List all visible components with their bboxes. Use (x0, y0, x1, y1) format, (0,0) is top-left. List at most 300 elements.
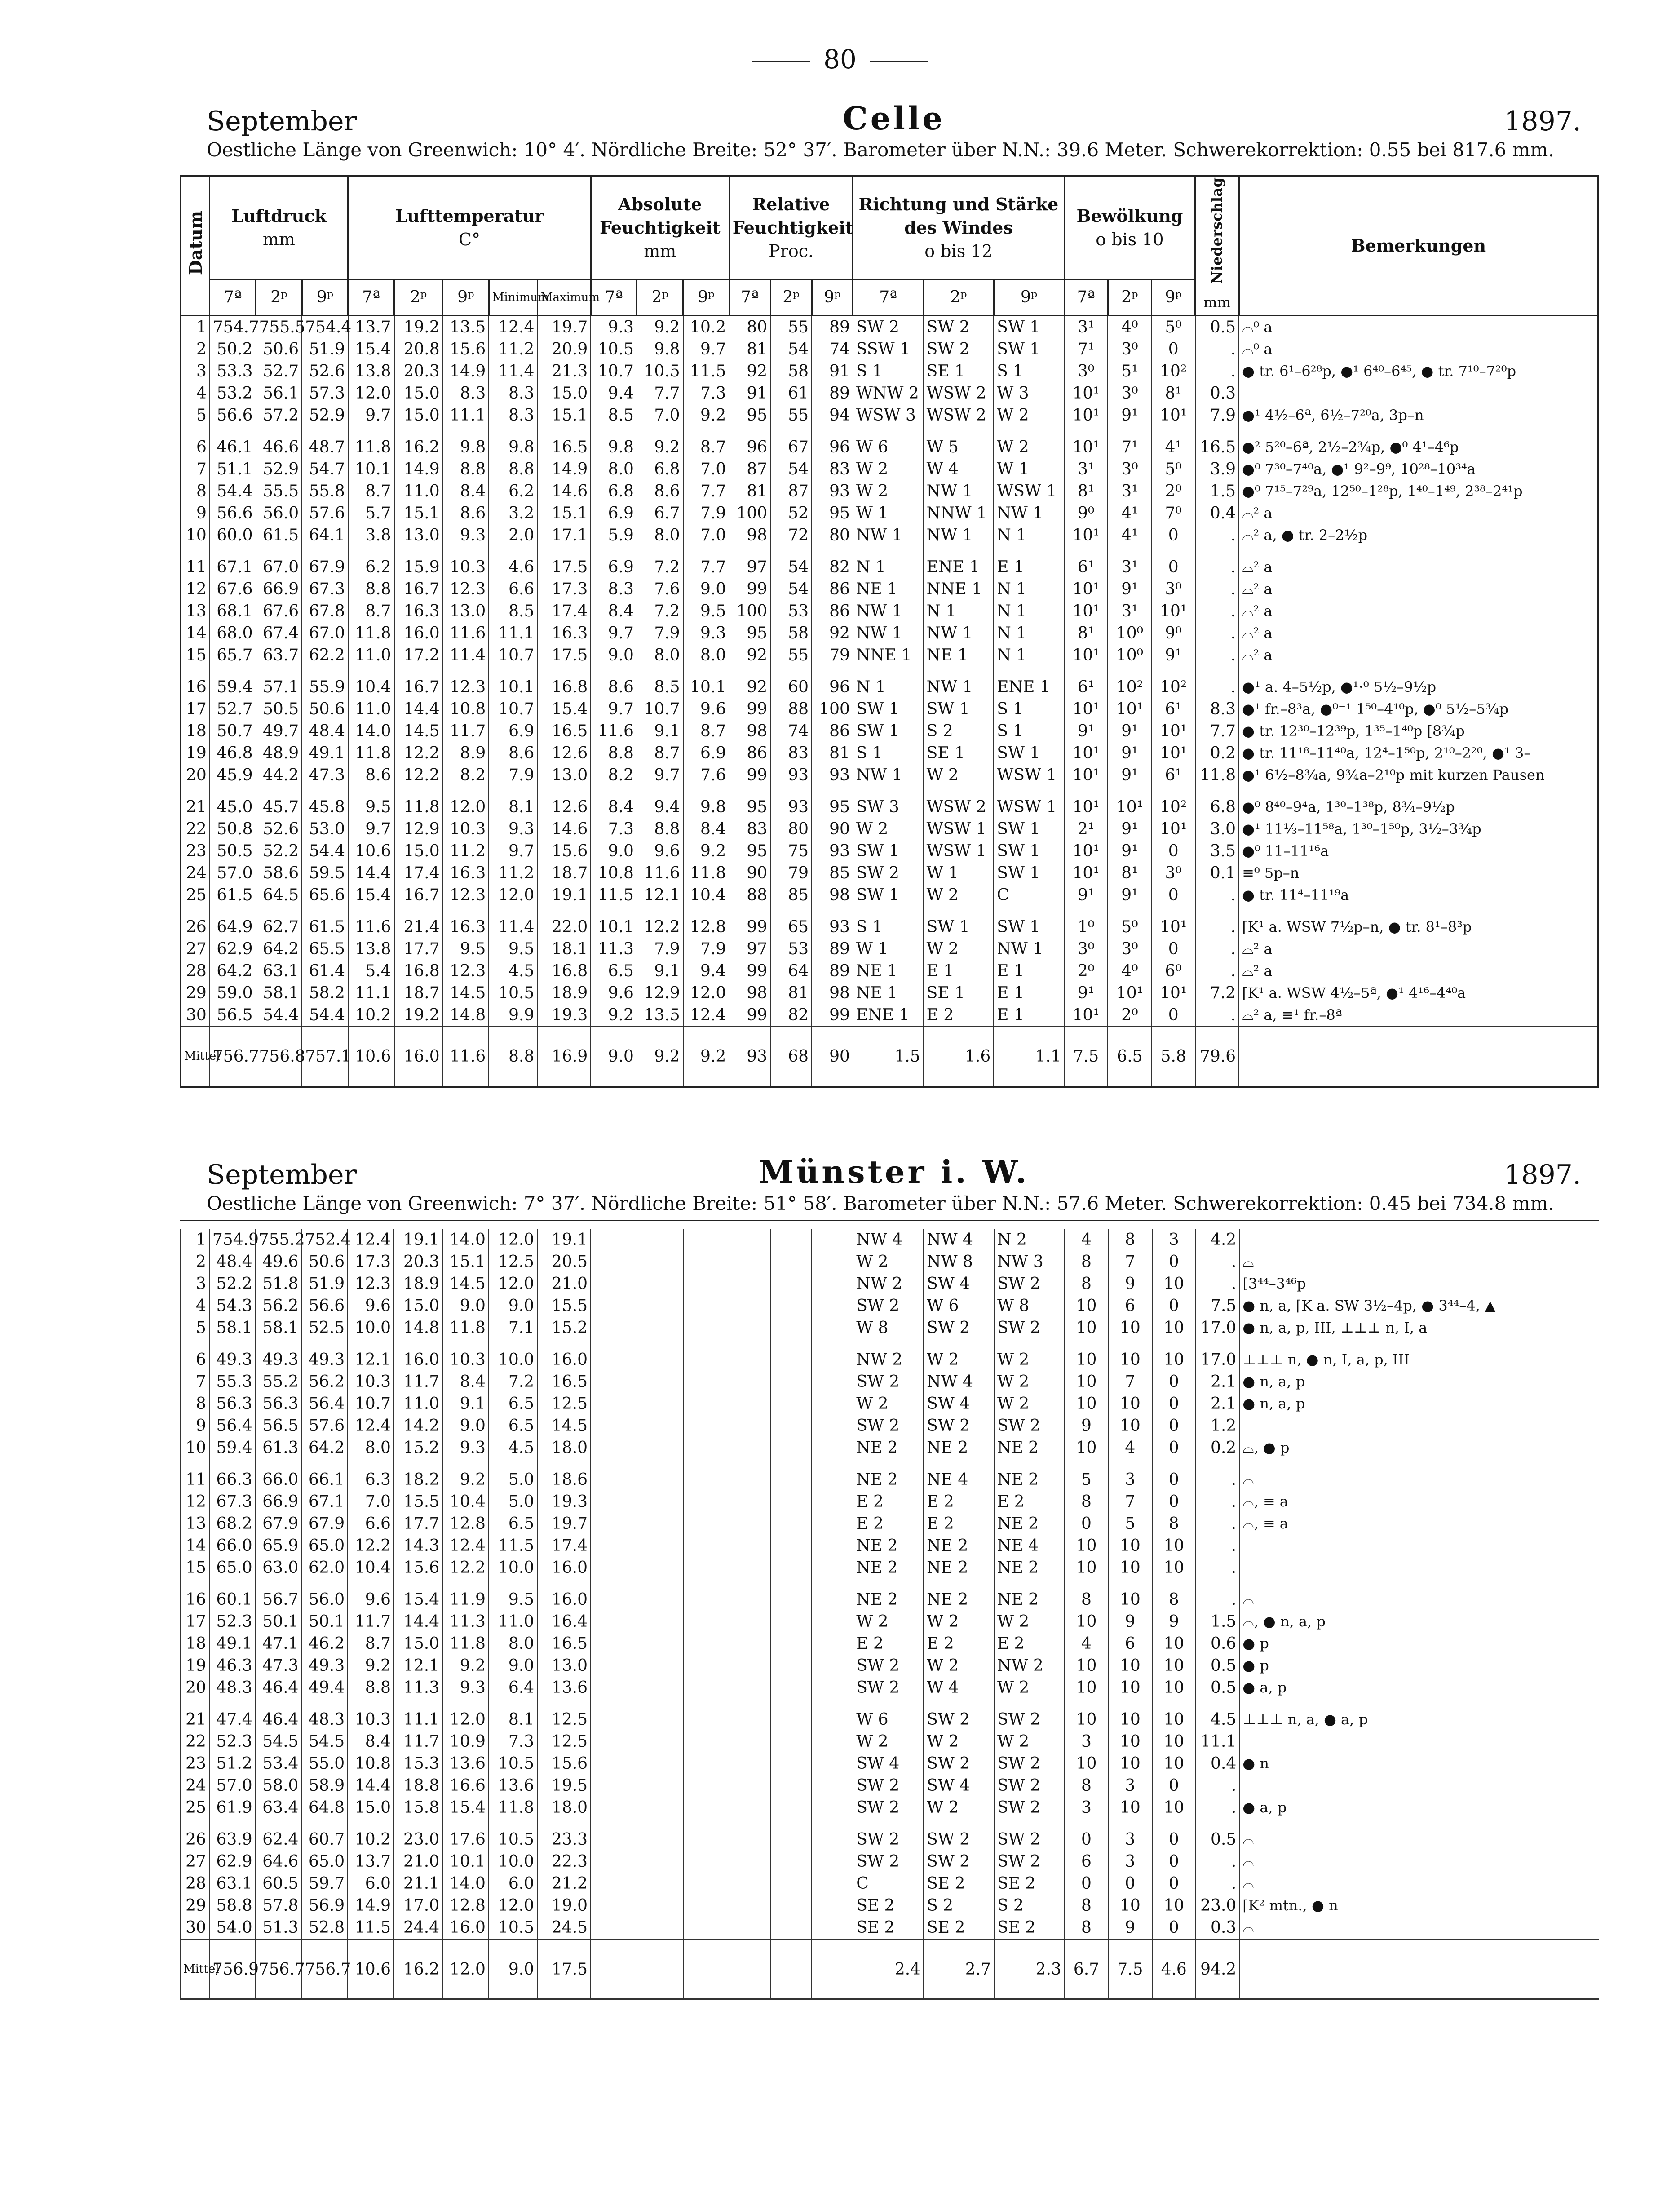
table-cell: 4.2 (1196, 1229, 1239, 1251)
table-cell: 9.3 (443, 524, 489, 546)
table-cell (770, 1753, 812, 1775)
table-cell: 8 (1065, 1491, 1108, 1513)
table-cell: 10 (1152, 1797, 1196, 1819)
table-cell: 53 (770, 600, 812, 622)
table-cell: W 2 (853, 818, 924, 840)
table-cell: 15.9 (394, 556, 443, 578)
mittel-cell: 16.0 (394, 1027, 443, 1087)
table-cell: NW 1 (853, 524, 924, 546)
table-cell: 7.1 (489, 1317, 537, 1339)
table-cell (637, 1317, 683, 1339)
table-cell (1239, 1557, 1599, 1579)
table-cell: ⌓ (1239, 1469, 1599, 1491)
table-cell: 54.5 (301, 1731, 348, 1753)
table-cell: 8.7 (348, 480, 394, 502)
table-cell: 3 (1108, 1829, 1152, 1851)
table-cell: 3.2 (489, 502, 537, 524)
table-cell (729, 1273, 770, 1295)
table-cell: 99 (729, 916, 770, 938)
table-cell: W 2 (853, 1611, 924, 1633)
table-cell: . (1195, 578, 1239, 600)
table-row (181, 982, 1598, 1004)
table-cell: 13.6 (537, 1677, 591, 1699)
table-cell: 12.5 (537, 1731, 591, 1753)
table-cell: 10.6 (348, 840, 394, 862)
table-cell: 4 (1065, 1229, 1108, 1251)
table-cell: 51.3 (256, 1917, 302, 1940)
table-cell: 16.0 (537, 1557, 591, 1579)
table-cell: 10⁰ (1108, 622, 1151, 644)
table-cell: 0 (1152, 1775, 1196, 1797)
table-cell: 8 (1065, 1589, 1108, 1611)
table-cell: 52 (770, 502, 812, 524)
table-cell: 52.9 (256, 458, 302, 480)
table-cell: N 1 (853, 676, 924, 698)
table-cell (729, 1469, 770, 1491)
table-cell: 13.8 (348, 938, 394, 960)
table-cell: NW 8 (924, 1251, 994, 1273)
table-cell: 57.8 (256, 1895, 302, 1917)
mittel-cell (812, 1940, 853, 1999)
table-cell (683, 1415, 729, 1437)
table-cell (591, 1415, 637, 1437)
table-cell: 92 (729, 644, 770, 666)
table-cell: 10¹ (1064, 742, 1108, 764)
table-cell (729, 1709, 770, 1731)
table-cell: 10 (1108, 1349, 1152, 1371)
table-cell: 90 (729, 862, 770, 884)
table-cell: 89 (812, 382, 853, 404)
table-cell: 10 (1065, 1437, 1108, 1459)
table-cell: 9.3 (442, 1677, 489, 1699)
table-cell: 45.7 (256, 796, 302, 818)
table-cell: 0 (1152, 884, 1195, 906)
table-cell: 49.3 (301, 1655, 348, 1677)
table-cell: 11.2 (489, 862, 537, 884)
table-cell (812, 1415, 853, 1437)
table-cell: 12 (180, 1491, 209, 1513)
table-cell: 10.7 (489, 698, 537, 720)
table-cell: SW 2 (853, 1655, 924, 1677)
table-cell: 7.6 (683, 764, 729, 786)
table-cell: SE 2 (924, 1917, 994, 1940)
table-cell: ●² 5²⁰–6ª, 2½–2¾p, ●⁰ 4¹–4⁶p (1239, 436, 1598, 458)
table-cell: 65.9 (256, 1535, 302, 1557)
table-cell: 8.0 (348, 1437, 394, 1459)
table-cell: 92 (812, 622, 853, 644)
table-cell (812, 1251, 853, 1273)
table-cell: 98 (812, 982, 853, 1004)
mittel-cell: 12.0 (442, 1940, 489, 1999)
table-cell: 16.0 (394, 1349, 442, 1371)
table-cell: 10¹ (1152, 404, 1195, 426)
table-cell: 10.7 (591, 360, 637, 382)
table-row (180, 1513, 1599, 1535)
table-cell: 55.2 (256, 1371, 302, 1393)
table-cell: 9.2 (683, 840, 729, 862)
table-cell: W 2 (853, 458, 924, 480)
celle-table (180, 175, 1599, 1088)
table-cell: 56.3 (256, 1393, 302, 1415)
table-cell: 5 (1108, 1513, 1152, 1535)
table-cell: SW 4 (924, 1775, 994, 1797)
table-cell: 47.3 (256, 1655, 302, 1677)
table-cell: 7.2 (1195, 982, 1239, 1004)
mittel-cell: 79.6 (1195, 1027, 1239, 1087)
table-row (180, 1251, 1599, 1273)
table-cell: 25 (180, 1797, 209, 1819)
table-cell (770, 1295, 812, 1317)
mittel-cell (770, 1940, 812, 1999)
table-cell: 10.3 (348, 1371, 394, 1393)
table-cell: 67.3 (302, 578, 348, 600)
table-cell: 10.1 (683, 676, 729, 698)
table-cell: 0 (1152, 1371, 1196, 1393)
table-cell: 4 (180, 1295, 209, 1317)
table-cell: 1 (181, 315, 210, 338)
table-cell: 53.2 (210, 382, 256, 404)
table-cell: 11.3 (591, 938, 637, 960)
table-cell (729, 1917, 770, 1940)
table-cell: 64.6 (256, 1851, 302, 1873)
table-cell: 13.5 (637, 1004, 683, 1027)
table-cell: NW 3 (994, 1251, 1065, 1273)
table-cell (683, 1557, 729, 1579)
table-cell: ● tr. 12³⁰–12³⁹p, 1³⁵–1⁴⁰p [8¾p (1239, 720, 1598, 742)
table-cell: 100 (729, 600, 770, 622)
table-cell: 9.5 (489, 1589, 537, 1611)
table-cell: NE 4 (994, 1535, 1065, 1557)
table-cell: 93 (812, 480, 853, 502)
table-cell: 10 (1065, 1349, 1108, 1371)
table-cell: 49.3 (209, 1349, 256, 1371)
divider (180, 1220, 1599, 1221)
table-cell: 49.7 (256, 720, 302, 742)
table-cell: 8¹ (1108, 862, 1151, 884)
table-cell: 8 (1065, 1775, 1108, 1797)
table-cell: SE 2 (994, 1873, 1065, 1895)
table-cell: 60.7 (301, 1829, 348, 1851)
station-info: Oestliche Länge von Greenwich: 7° 37′. Nördliche Breite: 51° 58′. Barometer über N.N.: 57.6 Meter. Schwerekorrektion: 0.45 bei 734.8 mm. (207, 1192, 1554, 1214)
table-cell: 11.0 (394, 1393, 442, 1415)
table-cell: 57.0 (209, 1775, 256, 1797)
table-cell: E 2 (994, 1633, 1065, 1655)
table-cell: 0.5 (1195, 315, 1239, 338)
table-cell (591, 1633, 637, 1655)
table-cell: 15.0 (537, 382, 591, 404)
table-cell: 55.5 (256, 480, 302, 502)
table-cell: 3 (1065, 1731, 1108, 1753)
table-cell (637, 1513, 683, 1535)
table-cell: 85 (812, 862, 853, 884)
table-cell: 50.5 (210, 840, 256, 862)
table-cell: 9.3 (489, 818, 537, 840)
table-cell: 12.2 (442, 1557, 489, 1579)
table-cell: ⌓ (1239, 1851, 1599, 1873)
table-cell: SE 2 (994, 1917, 1065, 1940)
table-cell: 10¹ (1108, 698, 1151, 720)
table-cell: W 2 (924, 764, 994, 786)
table-cell: 96 (812, 436, 853, 458)
table-cell: 59.4 (209, 1437, 256, 1459)
table-cell: ⌓, ● p (1239, 1437, 1599, 1459)
table-cell: 10.2 (348, 1829, 394, 1851)
table-cell: ● p (1239, 1633, 1599, 1655)
table-cell: W 1 (853, 502, 924, 524)
table-row (181, 742, 1598, 764)
table-cell: 20.5 (537, 1251, 591, 1273)
table-cell: 49.6 (256, 1251, 302, 1273)
table-cell: SW 2 (994, 1753, 1065, 1775)
table-cell: ⌈K² mtn., ● n (1239, 1895, 1599, 1917)
table-cell: 0 (1152, 524, 1195, 546)
table-cell: 89 (812, 960, 853, 982)
table-row (180, 1633, 1599, 1655)
table-cell: SW 1 (924, 698, 994, 720)
year: 1897. (1504, 1159, 1581, 1191)
table-cell: W 2 (924, 1797, 994, 1819)
table-cell: 4 (1108, 1437, 1152, 1459)
col-luftdruck: Luftdruck mm (210, 176, 348, 279)
table-cell: 47.4 (209, 1709, 256, 1731)
table-row (180, 1895, 1599, 1917)
table-cell: 0 (1152, 1873, 1196, 1895)
table-cell: 79 (812, 644, 853, 666)
table-cell: 54 (770, 556, 812, 578)
table-cell: 9.6 (683, 698, 729, 720)
table-cell: NW 1 (853, 600, 924, 622)
table-cell: 3 (181, 360, 210, 382)
table-cell (729, 1251, 770, 1273)
table-cell: 12.0 (489, 1229, 537, 1251)
table-cell: 9.1 (442, 1393, 489, 1415)
table-cell (637, 1535, 683, 1557)
table-cell: NE 2 (994, 1437, 1065, 1459)
table-row (180, 1535, 1599, 1557)
table-cell (812, 1535, 853, 1557)
table-cell (683, 1491, 729, 1513)
table-cell: SSW 1 (853, 338, 924, 360)
table-cell: 10.4 (348, 1557, 394, 1579)
table-cell: WSW 1 (994, 796, 1064, 818)
table-cell: 50.6 (301, 1251, 348, 1273)
table-cell: 16.0 (537, 1589, 591, 1611)
table-cell: 11 (181, 556, 210, 578)
table-cell (729, 1317, 770, 1339)
table-cell: 9¹ (1108, 764, 1151, 786)
table-cell: 10.7 (489, 644, 537, 666)
table-cell: 12.0 (348, 382, 394, 404)
table-cell: SE 2 (853, 1917, 924, 1940)
row-spacer (180, 1579, 1599, 1589)
table-cell: 5 (180, 1317, 209, 1339)
table-cell: 53.0 (302, 818, 348, 840)
table-cell: 11.7 (394, 1731, 442, 1753)
table-cell: 7.0 (683, 524, 729, 546)
table-cell: 9.8 (443, 436, 489, 458)
table-cell: 18.8 (394, 1775, 442, 1797)
table-cell: 89 (812, 938, 853, 960)
table-cell: 1.5 (1196, 1611, 1239, 1633)
table-cell: 6 (181, 436, 210, 458)
table-cell: 56.1 (256, 382, 302, 404)
table-cell: SW 1 (853, 884, 924, 906)
table-cell: 68.0 (210, 622, 256, 644)
table-cell: . (1196, 1273, 1239, 1295)
table-cell: 50.1 (301, 1611, 348, 1633)
table-cell: SW 3 (853, 796, 924, 818)
table-cell: 11 (180, 1469, 209, 1491)
table-cell: 53 (770, 938, 812, 960)
table-cell (591, 1295, 637, 1317)
table-cell: 58.1 (256, 982, 302, 1004)
table-cell: ● n, a, p (1239, 1393, 1599, 1415)
table-cell: 6¹ (1152, 698, 1195, 720)
table-cell: 8.7 (348, 600, 394, 622)
table-cell: 11.8 (348, 742, 394, 764)
table-cell: 6.8 (591, 480, 637, 502)
table-cell: 16.3 (394, 600, 443, 622)
table-cell: 6.6 (489, 578, 537, 600)
table-cell: 65.0 (301, 1535, 348, 1557)
table-cell (770, 1491, 812, 1513)
table-cell: 15.8 (394, 1797, 442, 1819)
table-cell (683, 1437, 729, 1459)
sub-2p: 2ᵖ (1108, 279, 1151, 315)
table-cell: ⌓² a, ≡¹ fr.–8ª (1239, 1004, 1598, 1027)
table-cell (812, 1273, 853, 1295)
table-cell: 10 (1152, 1753, 1196, 1775)
table-cell (729, 1349, 770, 1371)
table-cell: W 2 (994, 1731, 1065, 1753)
table-cell: 8.6 (443, 502, 489, 524)
table-cell: 11.7 (394, 1371, 442, 1393)
table-cell: 17.6 (442, 1829, 489, 1851)
table-cell: 10.5 (637, 360, 683, 382)
table-cell: 2.0 (489, 524, 537, 546)
table-cell: 18.0 (537, 1437, 591, 1459)
table-cell (729, 1753, 770, 1775)
table-cell: 3 (180, 1273, 209, 1295)
table-cell: SW 2 (994, 1829, 1065, 1851)
table-cell: 0 (1152, 338, 1195, 360)
table-cell (637, 1709, 683, 1731)
table-cell: NE 2 (853, 1589, 924, 1611)
table-cell: NE 2 (924, 1557, 994, 1579)
table-cell: 54.3 (209, 1295, 256, 1317)
table-cell: SW 1 (994, 916, 1064, 938)
table-cell: E 1 (994, 982, 1064, 1004)
table-cell: 15.4 (394, 1589, 442, 1611)
table-cell: 10 (1108, 1655, 1152, 1677)
table-cell: 9.4 (591, 382, 637, 404)
table-cell: 28 (181, 960, 210, 982)
table-cell: 11.6 (637, 862, 683, 884)
table-cell: 7.7 (683, 556, 729, 578)
table-cell: 17.3 (537, 578, 591, 600)
month: September (207, 1159, 357, 1191)
table-cell: 13.7 (348, 315, 394, 338)
table-cell: 8.4 (591, 600, 637, 622)
mittel-cell: 7.5 (1108, 1940, 1152, 1999)
table-cell: 10.2 (348, 1004, 394, 1027)
table-cell: 12 (181, 578, 210, 600)
table-cell: 3⁰ (1108, 382, 1151, 404)
table-row (181, 764, 1598, 786)
table-cell: 11.8 (489, 1797, 537, 1819)
table-cell (591, 1349, 637, 1371)
mittel-cell: 10.6 (348, 1027, 394, 1087)
table-cell: 4.5 (489, 1437, 537, 1459)
table-cell: 45.8 (302, 796, 348, 818)
table-cell: W 5 (924, 436, 994, 458)
table-cell: 49.1 (302, 742, 348, 764)
table-cell: . (1195, 960, 1239, 982)
table-cell: 10 (1108, 1589, 1152, 1611)
table-cell: ⌓² a, ● tr. 2–2½p (1239, 524, 1598, 546)
table-cell: 53.3 (210, 360, 256, 382)
table-cell: WSW 2 (924, 382, 994, 404)
table-cell: 15.2 (537, 1317, 591, 1339)
table-cell: 8.7 (683, 436, 729, 458)
table-cell: NE 1 (853, 578, 924, 600)
table-cell: 56.4 (209, 1415, 256, 1437)
table-cell: 54 (770, 578, 812, 600)
table-cell: 46.3 (209, 1655, 256, 1677)
table-cell: 11.0 (489, 1611, 537, 1633)
table-cell: 7.9 (637, 938, 683, 960)
table-cell: 10¹ (1064, 436, 1108, 458)
table-cell: 26 (181, 916, 210, 938)
table-cell: 67 (770, 436, 812, 458)
table-cell: ⌓⁰ a (1239, 315, 1598, 338)
table-cell: 15.5 (537, 1295, 591, 1317)
table-cell: 7.0 (637, 404, 683, 426)
mittel-cell: 756.9 (209, 1940, 256, 1999)
table-cell: 0.6 (1196, 1633, 1239, 1655)
table-cell (729, 1797, 770, 1819)
table-cell: SW 2 (853, 1829, 924, 1851)
table-cell: 48.4 (302, 720, 348, 742)
table-cell: 8.8 (348, 1677, 394, 1699)
table-cell: 10.1 (591, 916, 637, 938)
table-cell: 11.7 (443, 720, 489, 742)
table-cell: 9.0 (683, 578, 729, 600)
table-row (181, 436, 1598, 458)
table-cell: 8 (180, 1393, 209, 1415)
table-cell: 9.5 (683, 600, 729, 622)
table-cell: 64.5 (256, 884, 302, 906)
table-cell: 2⁰ (1108, 1004, 1151, 1027)
table-cell: 81 (770, 982, 812, 1004)
table-cell: 9.7 (591, 622, 637, 644)
table-cell: 9 (1108, 1273, 1152, 1295)
table-cell (729, 1491, 770, 1513)
table-cell (770, 1775, 812, 1797)
table-cell (637, 1469, 683, 1491)
table-cell: 80 (729, 315, 770, 338)
sub-9p: 9ᵖ (683, 279, 729, 315)
table-cell: ENE 1 (994, 676, 1064, 698)
table-cell: 10¹ (1064, 382, 1108, 404)
table-cell: 56.6 (301, 1295, 348, 1317)
table-cell: ● n, a, p, III, ⊥⊥⊥ n, I, a (1239, 1317, 1599, 1339)
year: 1897. (1504, 106, 1581, 137)
table-cell: 52.8 (301, 1917, 348, 1940)
table-cell: 10¹ (1108, 796, 1151, 818)
table-cell: 10.0 (489, 1851, 537, 1873)
table-cell: 14.0 (442, 1873, 489, 1895)
